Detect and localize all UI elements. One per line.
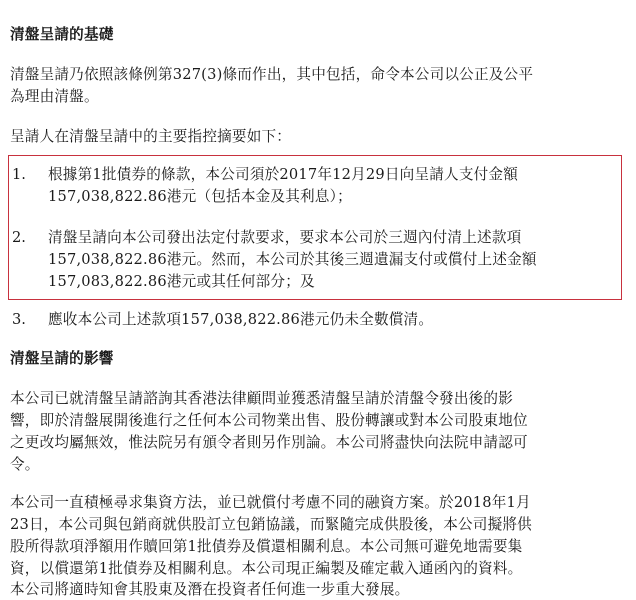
paragraph-line: 本公司一直積極尋求集資方法，並已就償付考慮不同的融資方案。於2018年1月 [10, 494, 531, 511]
list-item-number: 1. [12, 166, 26, 183]
paragraph-line: 呈請人在清盤呈請中的主要指控摘要如下： [10, 128, 292, 145]
paragraph-line: 響，即於清盤展開後進行之任何本公司物業出售、股份轉讓或對本公司股東地位 [10, 412, 528, 429]
paragraph-line: 令。 [10, 456, 40, 473]
paragraph-line: 本公司已就清盤呈請諮詢其香港法律顧問並獲悉清盤呈請於清盤令發出後的影 [10, 390, 513, 407]
list-item-line: 清盤呈請向本公司發出法定付款要求，要求本公司於三週內付清上述款項 [48, 229, 522, 246]
paragraph-line: 本公司將適時知會其股東及潛在投資者任何進一步重大發展。 [10, 581, 410, 598]
list-item-number: 2. [12, 229, 26, 246]
list-item-line: 157,038,822.86港元。然而，本公司於其後三週遺漏支付或償付上述金額 [48, 251, 537, 268]
paragraph-line: 股所得款項淨額用作贖回第1批債券及償還相關利息。本公司無可避免地需要集 [10, 538, 523, 555]
list-item-line: 根據第1批債券的條款，本公司須於2017年12月29日向呈請人支付金額 [48, 166, 519, 183]
paragraph-line: 23日，本公司與包銷商就供股訂立包銷協議，而緊隨完成供股後，本公司擬將供 [10, 516, 532, 533]
list-item-line: 157,038,822.86港元（包括本金及其利息）； [48, 188, 352, 205]
list-item-line: 應收本公司上述款項157,038,822.86港元仍未全數償清。 [48, 311, 434, 328]
list-item-number: 3. [12, 311, 26, 328]
paragraph-line: 之更改均屬無效，惟法院另有頒令者則另作別論。本公司將盡快向法院申請認可 [10, 434, 528, 451]
paragraph-line: 為理由清盤。 [10, 88, 99, 105]
section-heading-effect: 清盤呈請的影響 [10, 350, 114, 367]
paragraph-line: 清盤呈請乃依照該條例第327(3)條而作出，其中包括，命令本公司以公正及公平 [10, 66, 534, 83]
section-heading-basis: 清盤呈請的基礎 [10, 26, 114, 43]
list-item-line: 157,083,822.86港元或其任何部分；及 [48, 273, 315, 290]
paragraph-line: 資，以償還第1批債券及相關利息。本公司現正編製及確定載入通函內的資料。 [10, 560, 523, 577]
